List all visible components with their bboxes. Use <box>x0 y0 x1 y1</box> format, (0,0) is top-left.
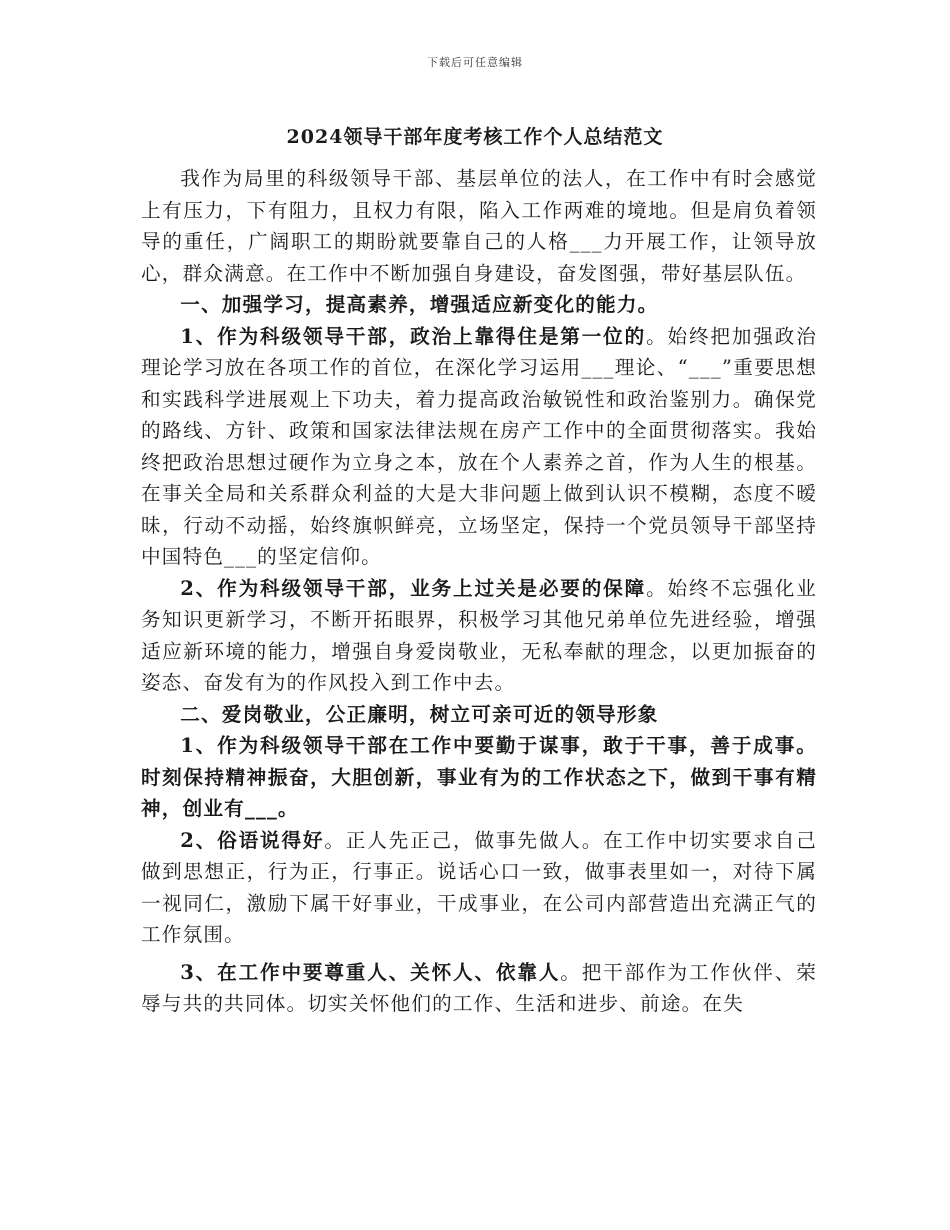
section-2-item-3-lead: 3、在工作中要尊重人、关怀人、依靠人 <box>180 960 561 984</box>
section-1-item-1-text: 。始终把加强政治理论学习放在各项工作的首位，在深化学习运用___理论、“___”重要思想和实践科学进展观上下功夫，着力提高政治敏锐性和政治鉴别力。确保党的路线、方针、政策和国家法律法规在房产工作中的全面贯彻落实。我始终把政治思想过硬作为立身之本，放在个人素养之首，作为人生的根基。在事关全局和关系群众利益的大是大非问题上做到认识不模糊，态度不暧昧，行动不动摇，始终旗帜鲜亮，立场坚定，保持一个党员领导干部坚持中国特色___的坚定信仰。 <box>141 324 817 568</box>
page-header: 下载后可任意编辑 <box>427 56 523 69</box>
section-1-item-2-text: 。始终不忘强化业务知识更新学习，不断开拓眼界，积极学习其他兄弟单位先进经验，增强适应新环境的能力，增强自身爱岗敬业，无私奉献的理念，以更加振奋的姿态、奋发有为的作风投入到工作中去。 <box>141 576 817 694</box>
section-2-item-3 <box>141 957 817 1020</box>
section-1-item-1 <box>141 321 817 573</box>
section-2-item-2 <box>141 825 817 951</box>
intro-paragraph: 我作为局里的科级领导干部、基层单位的法人，在工作中有时会感觉上有压力，下有阻力，且权力有限，陷入工作两难的境地。但是肩负着领导的重任，广阔职工的期盼就要靠自己的人格___力开展工作，让领导放心，群众满意。在工作中不断加强自身建设，奋发图强，带好基层队伍。 <box>141 167 817 285</box>
section-1-item-1-lead: 1、作为科级领导干部，政治上靠得住是第一位的 <box>180 324 647 348</box>
section-2-item-3-text: 。把干部作为工作伙伴、荣辱与共的共同体。切实关怀他们的工作、生活和进步、前途。在失 <box>141 960 817 1015</box>
section-2-item-2-text: 。正人先正己，做事先做人。在工作中切实要求自己做到思想正，行为正，行事正。说话心口一致，做事表里如一，对待下属一视同仁，激励下属干好事业，干成事业，在公司内部营造出充满正气的工作氛围。 <box>141 828 817 946</box>
section-2-item-2-lead: 2、俗语说得好 <box>180 828 325 852</box>
section-1-item-2-lead: 2、作为科级领导干部，业务上过关是必要的保障 <box>180 576 647 600</box>
section-2-heading: 二、爱岗敬业，公正廉明，树立可亲可近的领导形象 <box>180 702 659 726</box>
document-body <box>141 163 817 1020</box>
section-2-item-1: 1、作为科级领导干部在工作中要勤于谋事，敢于干事，善于成事。时刻保持精神振奋，大胆创新，事业有为的工作状态之下，做到干事有精神，创业有___。 <box>141 734 817 820</box>
document-title: 2024领导干部年度考核工作个人总结范文 <box>286 126 664 148</box>
section-1-heading: 一、加强学习，提高素养，增强适应新变化的能力。 <box>180 293 659 316</box>
section-1-item-2 <box>141 573 817 699</box>
